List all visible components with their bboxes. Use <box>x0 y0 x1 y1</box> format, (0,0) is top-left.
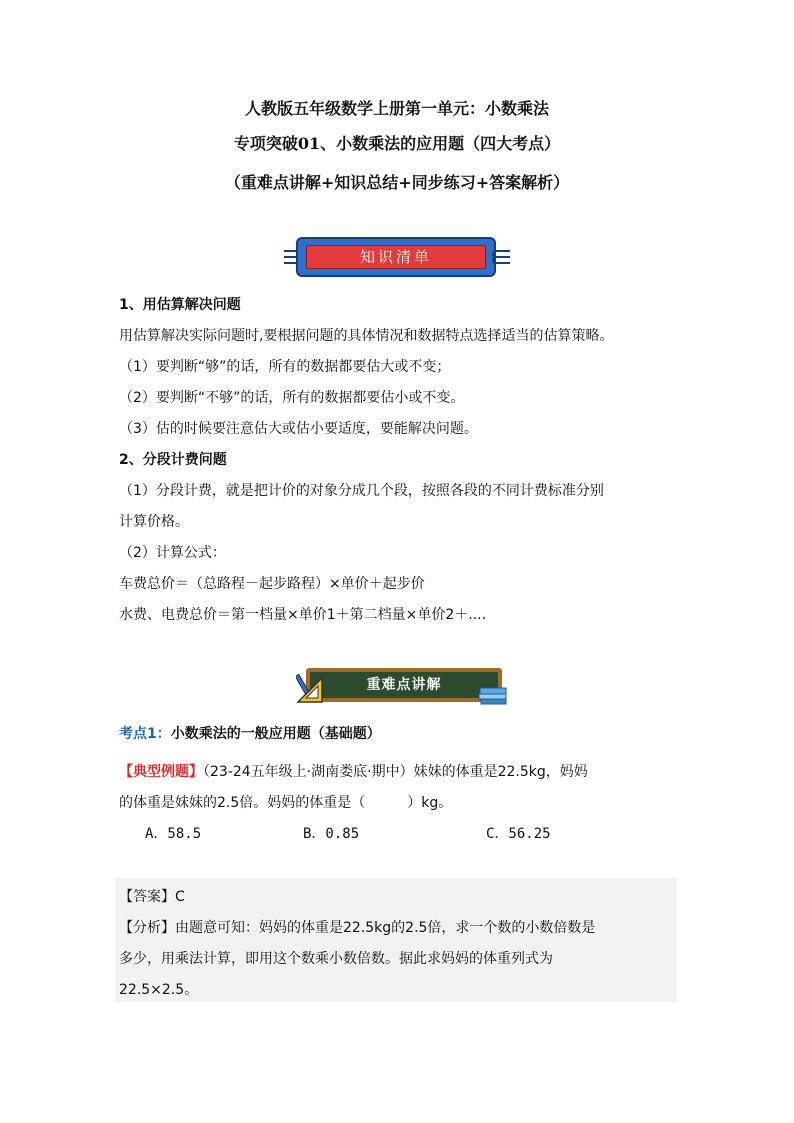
banner-label: 知识清单 <box>306 245 486 269</box>
example-text: （23-24五年级上·湖南娄底·期中）妹妹的体重是22.5kg，妈妈 <box>203 764 588 780</box>
paragraph: （2）要判断“不够”的话，所有的数据都要估小或不变。 <box>119 390 465 406</box>
paragraph: 用估算解决实际问题时,要根据问题的具体情况和数据特点选择适当的估算策略。 <box>119 328 614 344</box>
answer-tag: 【答案】 <box>119 889 175 905</box>
kaodian-title: 小数乘法的一般应用题（基础题） <box>170 726 381 742</box>
doc-title-line2: 专项突破01、小数乘法的应用题（四大考点） <box>233 134 561 153</box>
doc-title-line1: 人教版五年级数学上册第一单元：小数乘法 <box>244 99 549 118</box>
option-b: B．0.85 <box>303 826 360 842</box>
knowledge-list-banner <box>282 237 512 281</box>
paragraph: （3）估的时候要注意估大或估小要适度，要能解决问题。 <box>119 421 478 437</box>
answer-line <box>119 886 185 906</box>
key-points-banner <box>296 664 508 710</box>
analysis-tag: 【分析】 <box>119 920 175 936</box>
books-icon <box>478 686 508 706</box>
example-tag: 【典型例题】 <box>119 764 203 780</box>
example-question-line2: 的体重是妹妹的2.5倍。妈妈的体重是（ ）kg。 <box>119 795 453 811</box>
formula-taxi: 车费总价＝（总路程－起步路程）×单价＋起步价 <box>119 576 425 592</box>
analysis-line2: 多少，用乘法计算，即用这个数乘小数倍数。据此求妈妈的体重列式为 <box>119 951 553 967</box>
formula-utility: 水费、电费总价＝第一档量×单价1＋第二档量×单价2＋.... <box>119 607 487 623</box>
answer-box <box>115 878 677 1002</box>
ruler-triangle-icon <box>296 672 326 704</box>
example-question-line1 <box>119 761 588 781</box>
section-heading-estimation: 1、用估算解决问题 <box>119 297 241 313</box>
paragraph: 计算价格。 <box>119 514 189 530</box>
analysis-text: 由题意可知：妈妈的体重是22.5kg的2.5倍，求一个数的小数倍数是 <box>175 920 596 936</box>
paragraph: （2）计算公式： <box>119 545 226 561</box>
paragraph: （1）分段计费，就是把计价的对象分成几个段，按照各段的不同计费标准分别 <box>119 483 604 499</box>
banner-frame <box>296 237 496 277</box>
answer-value: C <box>175 889 185 905</box>
banner-label: 重难点讲解 <box>306 668 502 702</box>
kaodian-heading <box>119 723 381 743</box>
analysis-line3: 22.5×2.5。 <box>119 982 199 998</box>
doc-title-line3: （重难点讲解+知识总结+同步练习+答案解析） <box>224 173 570 192</box>
option-c: C．56.25 <box>486 826 551 842</box>
paragraph: （1）要判断“够”的话，所有的数据都要估大或不变； <box>119 359 451 375</box>
section-heading-tiered-pricing: 2、分段计费问题 <box>119 452 227 468</box>
coil-icon <box>490 247 512 265</box>
analysis-line1 <box>119 917 595 937</box>
kaodian-label: 考点1： <box>119 726 171 742</box>
option-a: A．58.5 <box>145 826 202 842</box>
